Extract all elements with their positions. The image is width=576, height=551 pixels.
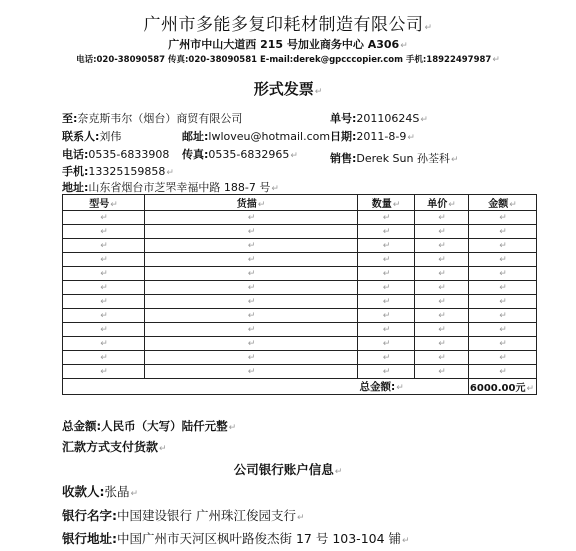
cell-description: ↵: [145, 323, 358, 337]
cell-model: ↵: [63, 323, 145, 337]
cell-unit-price: ↵: [415, 295, 469, 309]
contact-person-line: 联系人:刘伟: [62, 130, 122, 143]
table-total-value: 6000.00元↵: [469, 379, 537, 395]
cell-description: ↵: [145, 351, 358, 365]
cell-quantity: ↵: [358, 309, 415, 323]
fax-line: 传真:0535-6832965↵: [182, 148, 298, 161]
cell-unit-price: ↵: [415, 309, 469, 323]
document-title: 形式发票↵: [253, 80, 323, 98]
cell-model: ↵: [63, 365, 145, 379]
phone-line: 电话:0535-6833908: [62, 148, 170, 161]
table-total-row: [63, 379, 537, 395]
sales-line: 销售:Derek Sun 孙荃科↵: [330, 152, 459, 165]
bank-info-title: 公司银行账户信息↵: [233, 462, 343, 477]
cell-model: ↵: [63, 267, 145, 281]
cell-unit-price: ↵: [415, 323, 469, 337]
cell-amount: ↵: [469, 323, 537, 337]
cell-model: ↵: [63, 211, 145, 225]
company-name: 广州市多能多复印耗材制造有限公司↵: [143, 15, 433, 35]
table-row: [63, 337, 537, 351]
table-row: [63, 295, 537, 309]
items-table: [62, 194, 537, 395]
cell-amount: ↵: [469, 281, 537, 295]
company-contacts: 电话:020-38090587 传真:020-38090581 E-mail:derek@gpcccopier.com 手机:18922497987↵: [76, 55, 500, 65]
cell-quantity: ↵: [358, 337, 415, 351]
cell-description: ↵: [145, 211, 358, 225]
cell-description: ↵: [145, 239, 358, 253]
cell-amount: ↵: [469, 365, 537, 379]
table-row: [63, 309, 537, 323]
table-row: [63, 267, 537, 281]
cell-quantity: ↵: [358, 281, 415, 295]
invoice-number-line: 单号:20110624S↵: [330, 112, 428, 125]
cell-quantity: ↵: [358, 323, 415, 337]
cell-amount: ↵: [469, 309, 537, 323]
mobile-line: 手机:13325159858↵: [62, 165, 174, 178]
cell-unit-price: ↵: [415, 225, 469, 239]
cell-model: ↵: [63, 281, 145, 295]
payee-line: 收款人:张晶↵: [62, 484, 139, 499]
cell-amount: ↵: [469, 267, 537, 281]
column-header-description: 货描↵: [145, 195, 358, 211]
cell-description: ↵: [145, 253, 358, 267]
table-row: [63, 323, 537, 337]
table-header-row: [63, 195, 537, 211]
email-line: 邮址:lwloveu@hotmail.com: [182, 130, 331, 143]
cell-amount: ↵: [469, 211, 537, 225]
table-row: [63, 211, 537, 225]
cell-amount: ↵: [469, 351, 537, 365]
cell-unit-price: ↵: [415, 253, 469, 267]
table-row: [63, 225, 537, 239]
table-row: [63, 239, 537, 253]
cell-unit-price: ↵: [415, 239, 469, 253]
total-amount-in-words: 总金额:人民币（大写）陆仟元整↵: [62, 419, 237, 433]
cell-amount: ↵: [469, 337, 537, 351]
date-line: 日期:2011-8-9↵: [330, 130, 415, 143]
cell-quantity: ↵: [358, 239, 415, 253]
cell-unit-price: ↵: [415, 365, 469, 379]
column-header-amount: 金额↵: [469, 195, 537, 211]
cell-quantity: ↵: [358, 267, 415, 281]
cell-model: ↵: [63, 351, 145, 365]
recipient-line: 至:奈克斯韦尔（烟台）商贸有限公司: [62, 112, 243, 125]
table-row: [63, 365, 537, 379]
cell-quantity: ↵: [358, 253, 415, 267]
cell-model: ↵: [63, 309, 145, 323]
column-header-model: 型号↵: [63, 195, 145, 211]
cell-model: ↵: [63, 253, 145, 267]
table-total-label: 总金额:↵: [358, 379, 469, 395]
cell-amount: ↵: [469, 225, 537, 239]
cell-description: ↵: [145, 309, 358, 323]
cell-model: ↵: [63, 295, 145, 309]
cell-model: ↵: [63, 337, 145, 351]
cell-quantity: ↵: [358, 225, 415, 239]
cell-model: ↵: [63, 239, 145, 253]
bank-name-line: 银行名字:中国建设银行 广州珠江俊园支行↵: [62, 508, 305, 523]
address-line: 地址:山东省烟台市芝罘幸福中路 188-7 号↵: [62, 181, 279, 194]
cell-quantity: ↵: [358, 295, 415, 309]
table-body: [63, 211, 537, 379]
cell-unit-price: ↵: [415, 351, 469, 365]
cell-description: ↵: [145, 225, 358, 239]
cell-description: ↵: [145, 267, 358, 281]
cell-unit-price: ↵: [415, 281, 469, 295]
total-spacer: [63, 379, 358, 395]
table-row: [63, 351, 537, 365]
cell-description: ↵: [145, 281, 358, 295]
cell-quantity: ↵: [358, 351, 415, 365]
table-row: [63, 281, 537, 295]
cell-quantity: ↵: [358, 211, 415, 225]
cell-unit-price: ↵: [415, 337, 469, 351]
cell-quantity: ↵: [358, 365, 415, 379]
column-header-quantity: 数量↵: [358, 195, 415, 211]
table-row: [63, 253, 537, 267]
cell-unit-price: ↵: [415, 211, 469, 225]
column-header-unit-price: 单价↵: [415, 195, 469, 211]
company-address: 广州市中山大道西 215 号加业商务中心 A306↵: [168, 38, 408, 51]
cell-unit-price: ↵: [415, 267, 469, 281]
cell-amount: ↵: [469, 253, 537, 267]
cell-model: ↵: [63, 225, 145, 239]
cell-description: ↵: [145, 365, 358, 379]
cell-description: ↵: [145, 295, 358, 309]
bank-address-line: 银行地址:中国广州市天河区枫叶路俊杰街 17 号 103-104 铺↵: [62, 531, 410, 546]
cell-amount: ↵: [469, 295, 537, 309]
payment-method: 汇款方式支付货款↵: [62, 440, 167, 454]
cell-description: ↵: [145, 337, 358, 351]
cell-amount: ↵: [469, 239, 537, 253]
